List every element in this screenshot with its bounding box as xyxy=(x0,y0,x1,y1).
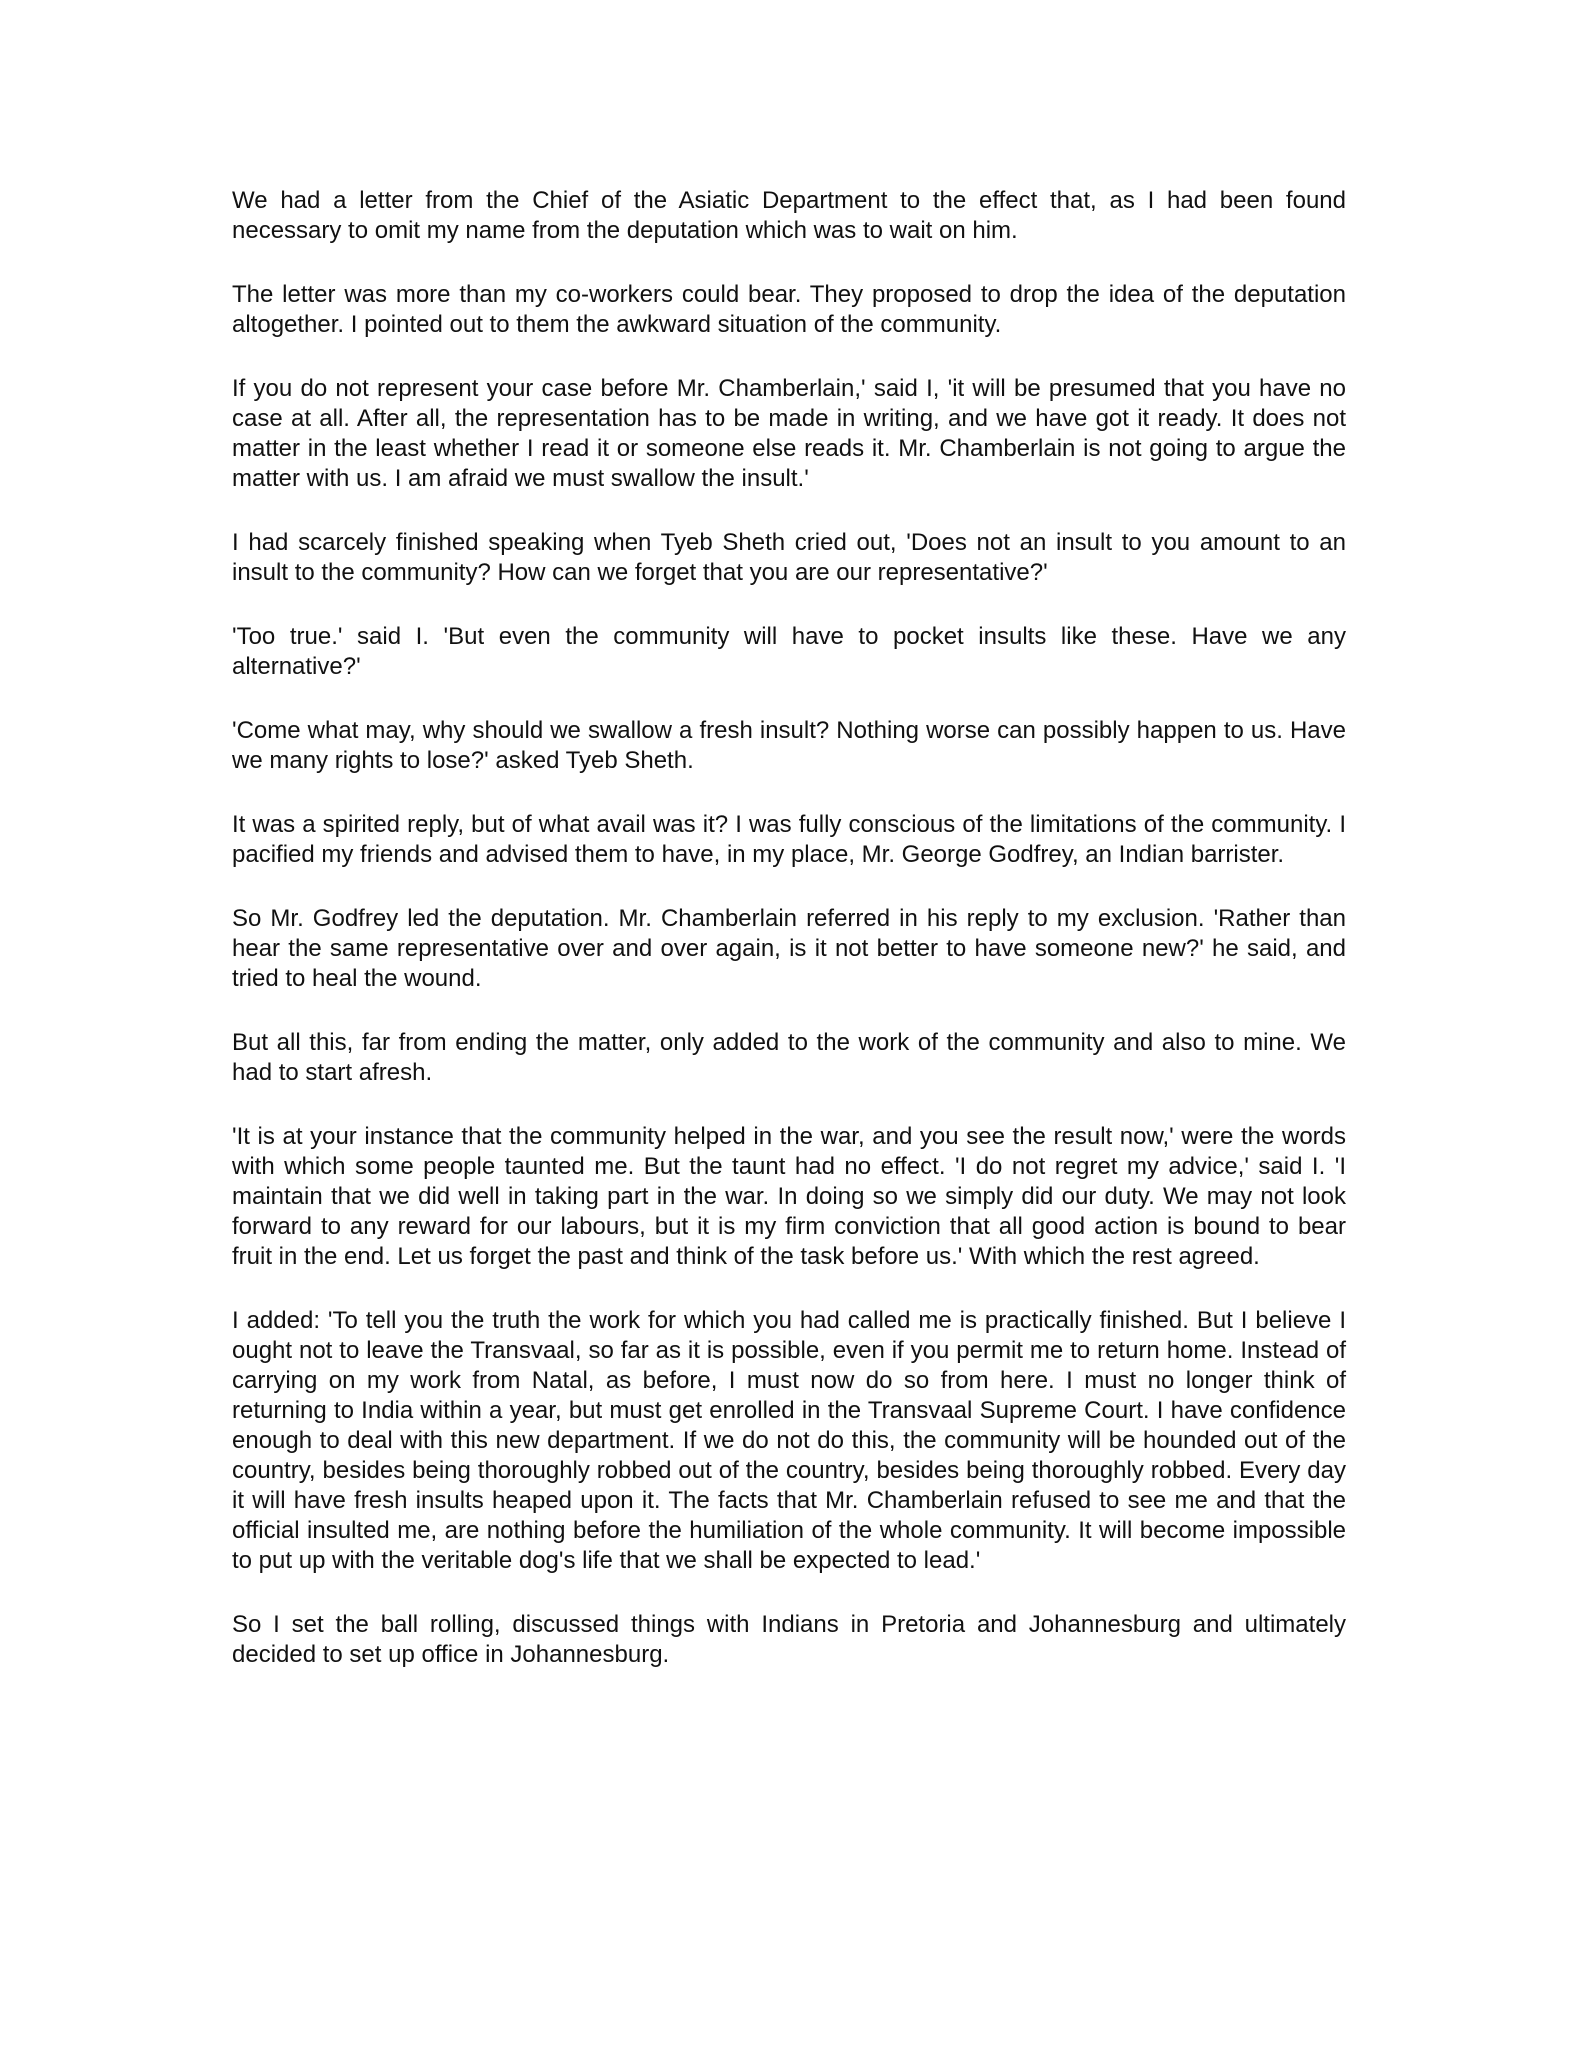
paragraph-8: So Mr. Godfrey led the deputation. Mr. Chamberlain referred in his reply to my exclusion. 'Rather than hear the same representative over and over again, is it not better to have someone new?' he said, and tried to heal the wound. xyxy=(232,905,1346,992)
paragraph-11: I added: 'To tell you the truth the work for which you had called me is practically finished. But I believe I ought not to leave the Transvaal, so far as it is possible, even if you permit me to return home. Instead of carrying on my work from Natal, as before, I must now do so from here. I must no longer think of returning to India within a year, but must get enrolled in the Transvaal Supreme Court. I have confidence enough to deal with this new department. If we do not do this, the community will be hounded out of the country, besides being thoroughly robbed out of the country, besides being thoroughly robbed. Every day it will have fresh insults heaped upon it. The facts that Mr. Chamberlain refused to see me and that the official insulted me, are nothing before the humiliation of the whole community. It will become impossible to put up with the veritable dog's life that we shall be expected to lead.' xyxy=(232,1307,1346,1574)
paragraph-5: 'Too true.' said I. 'But even the community will have to pocket insults like these. Have we any alternative?' xyxy=(232,623,1346,680)
paragraph-10: 'It is at your instance that the community helped in the war, and you see the result now,' were the words with which some people taunted me. But the taunt had no effect. 'I do not regret my advice,' said I. 'I maintain that we did well in taking part in the war. In doing so we simply did our duty. We may not look forward to any reward for our labours, but it is my firm conviction that all good action is bound to bear fruit in the end. Let us forget the past and think of the task before us.' With which the rest agreed. xyxy=(232,1123,1346,1270)
paragraph-1: We had a letter from the Chief of the Asiatic Department to the effect that, as I had been found necessary to omit my name from the deputation which was to wait on him. xyxy=(232,187,1346,244)
paragraph-12: So I set the ball rolling, discussed things with Indians in Pretoria and Johannesburg and ultimately decided to set up office in Johannesburg. xyxy=(232,1611,1346,1668)
paragraph-7: It was a spirited reply, but of what avail was it? I was fully conscious of the limitations of the community. I pacified my friends and advised them to have, in my place, Mr. George Godfrey, an Indian barrister. xyxy=(232,811,1346,868)
document-body xyxy=(232,186,1346,1704)
paragraph-6: 'Come what may, why should we swallow a fresh insult? Nothing worse can possibly happen to us. Have we many rights to lose?' asked Tyeb Sheth. xyxy=(232,717,1346,774)
paragraph-2: The letter was more than my co-workers could bear. They proposed to drop the idea of the deputation altogether. I pointed out to them the awkward situation of the community. xyxy=(232,281,1346,338)
paragraph-3: If you do not represent your case before Mr. Chamberlain,' said I, 'it will be presumed that you have no case at all. After all, the representation has to be made in writing, and we have got it ready. It does not matter in the least whether I read it or someone else reads it. Mr. Chamberlain is not going to argue the matter with us. I am afraid we must swallow the insult.' xyxy=(232,375,1346,492)
paragraph-9: But all this, far from ending the matter, only added to the work of the community and also to mine. We had to start afresh. xyxy=(232,1029,1346,1086)
paragraph-4: I had scarcely finished speaking when Tyeb Sheth cried out, 'Does not an insult to you amount to an insult to the community? How can we forget that you are our representative?' xyxy=(232,529,1346,586)
